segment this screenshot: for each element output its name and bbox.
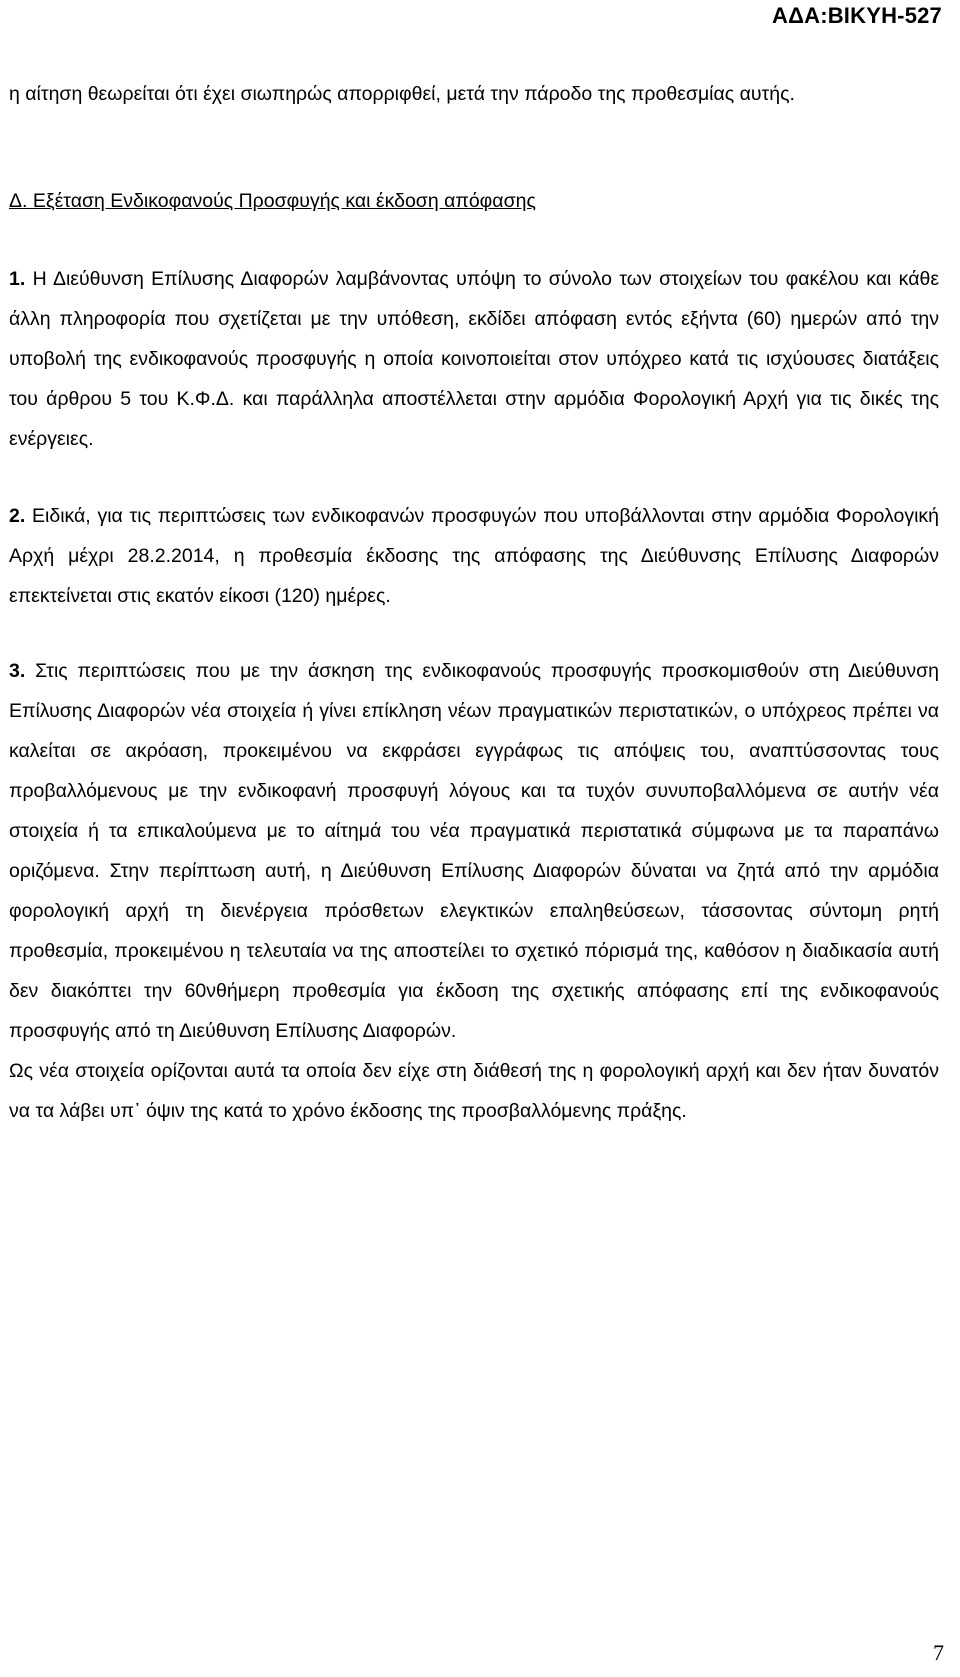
paragraph-text: Ειδικά, για τις περιπτώσεις των ενδικοφανών προσφυγών που υποβάλλονται στην αρμόδια Φορολογική Αρχή μέχρι 28.2.2014, η προθεσμία έκδοσης της απόφασης της Διεύθυνσης Επίλυσης Διαφορών επεκτείνεται στις εκατόν είκοσι (120) ημέρες. (9, 505, 940, 607)
document-id-header: ΑΔΑ:ΒΙΚΥΗ-527 (772, 3, 942, 28)
paragraph-text: Η Διεύθυνση Επίλυσης Διαφορών λαμβάνοντας υπόψη το σύνολο των στοιχείων του φακέλου και κάθε άλλη πληροφορία που σχετίζεται με την υπόθεση, εκδίδει απόφαση εντός εξήντα (60) ημερών από την υποβολή της ενδικοφανούς προσφυγής η οποία κοινοποιείται στον υπόχρεο κατά τις ισχύουσες διατάξεις του άρθρου 5 του Κ.Φ.Δ. και παράλληλα αποστέλλεται στην αρμόδια Φορολογική Αρχή για τις δικές της ενέργειες. (9, 268, 940, 450)
paragraph-number: 2. (9, 505, 26, 527)
paragraph-number: 3. (9, 660, 26, 682)
numbered-paragraph-3 (9, 651, 939, 1051)
page-number: 7 (933, 1640, 944, 1665)
section-heading: Δ. Εξέταση Ενδικοφανούς Προσφυγής και έκδοση απόφασης (9, 190, 536, 212)
numbered-paragraph-2 (9, 496, 939, 616)
document-body (9, 74, 939, 1131)
numbered-paragraph-1 (9, 259, 939, 459)
paragraph-text: Στις περιπτώσεις που με την άσκηση της ενδικοφανούς προσφυγής προσκομισθούν στη Διεύθυνση Επίλυσης Διαφορών νέα στοιχεία ή γίνει επίκληση νέων πραγματικών περιστατικών, ο υπόχρεος πρέπει να καλείται σε ακρόαση, προκειμένου να εκφράσει εγγράφως τις απόψεις του, αναπτύσσοντας τους προβαλλόμενους με την ενδικοφανή προσφυγή λόγους και τα τυχόν συνυποβαλλόμενα σε αυτήν νέα στοιχεία ή τα επικαλούμενα με το αίτημά του νέα πραγματικά περιστατικά σύμφωνα με τα παραπάνω οριζόμενα. Στην περίπτωση αυτή, η Διεύθυνση Επίλυσης Διαφορών δύναται να ζητά από την αρμόδια φορολογική αρχή τη διενέργεια πρόσθετων ελεγκτικών επαληθεύσεων, τάσσοντας σύντομη ρητή προθεσμία, προκειμένου η τελευταία να της αποστείλει το σχετικό πόρισμά της, καθόσον η διαδικασία αυτή δεν διακόπτει την 60νθήμερη προθεσμία για έκδοση της σχετικής απόφασης επί της ενδικοφανούς προσφυγής από τη Διεύθυνση Επίλυσης Διαφορών. (9, 660, 939, 1042)
intro-paragraph: η αίτηση θεωρείται ότι έχει σιωπηρώς απορριφθεί, μετά την πάροδο της προθεσμίας αυτής. (9, 83, 795, 105)
paragraph-number: 1. (9, 268, 26, 290)
closing-paragraph: Ως νέα στοιχεία ορίζονται αυτά τα οποία δεν είχε στη διάθεσή της η φορολογική αρχή και δεν ήταν δυνατόν να τα λάβει υπ᾽ όψιν της κατά το χρόνο έκδοσης της προσβαλλόμενης πράξης. (9, 1060, 939, 1122)
